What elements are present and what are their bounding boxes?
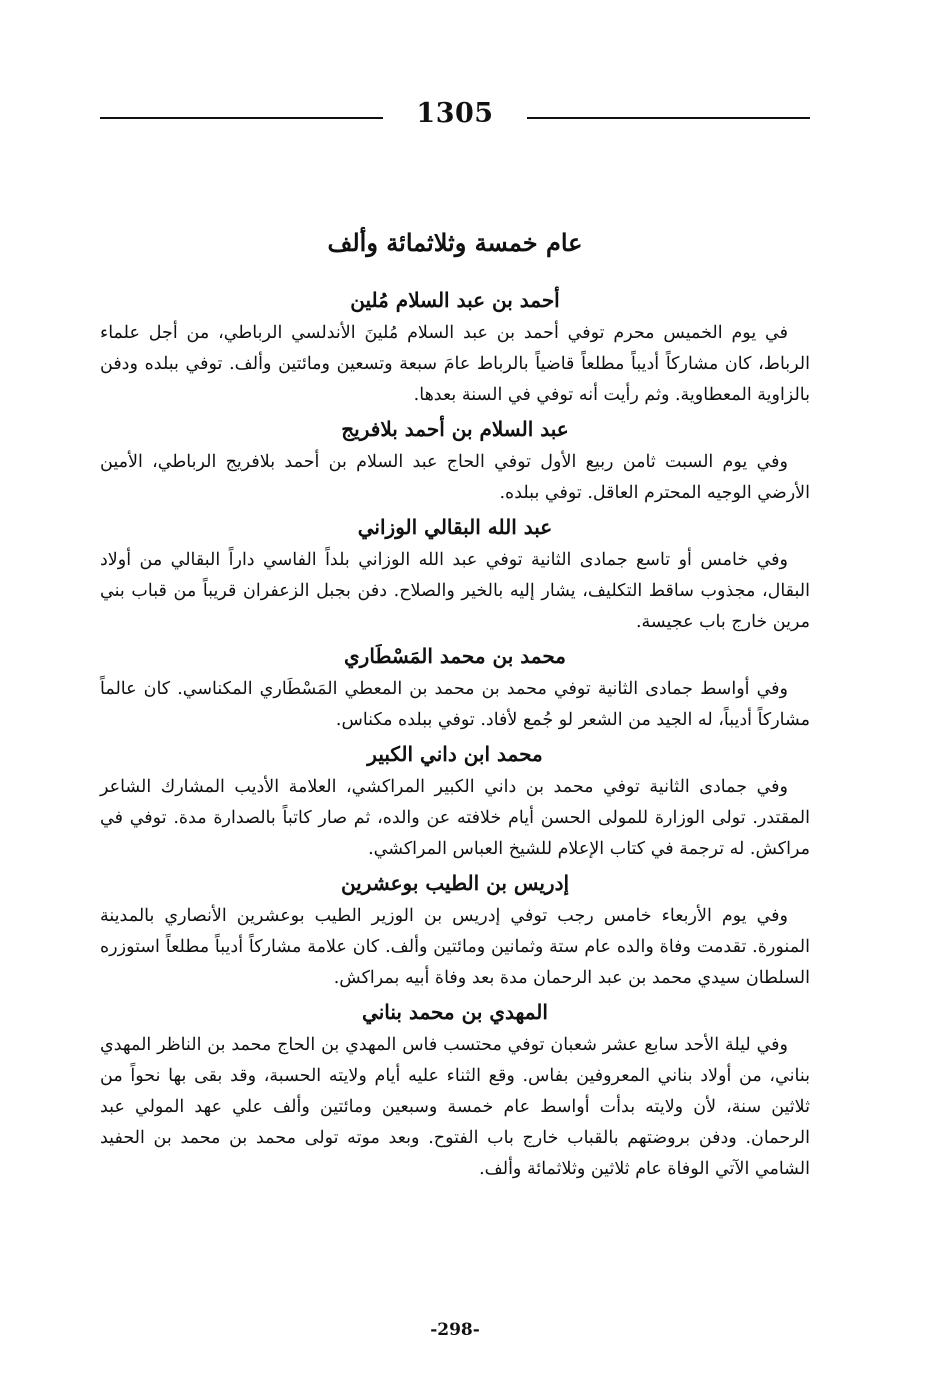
entry [100,994,810,1185]
entry-body: في يوم الخميس محرم توفي أحمد بن عبد السلام مُلينَ الأندلسي الرباطي، من أجل علماء الرباط، كان مشاركاً أديباً مطلعاً قاضياً بالرباط عامَ سبعة وتسعين ومائتين وألف. توفي ببلده ودفن بالزاوية المعطاوية. وثم رأيت أنه توفي في السنة بعدها. [100,323,810,405]
entry [100,509,810,638]
entry-name: محمد ابن داني الكبير [367,742,543,766]
entry-name: عبد الله البقالي الوزاني [357,515,553,539]
page-number: -298- [430,1320,480,1340]
header-rule-right [527,117,810,119]
page-header [100,96,810,136]
entry-name: محمد بن محمد المَسْطَاري [344,644,566,668]
entry-body: وفي خامس أو تاسع جمادى الثانية توفي عبد الله الوزاني بلداً الفاسي داراً البقالي من أولاد البقال، مجذوب ساقط التكليف، يشار إليه بالخير والصلاح. دفن بجبل الزعفران قريباً من قباب بني مرين خارج باب عجيسة. [100,550,810,632]
entry-name: إدريس بن الطيب بوعشرين [340,871,570,895]
entry-body: وفي يوم السبت ثامن ربيع الأول توفي الحاج عبد السلام بن أحمد بلافريج الرباطي، الأمين الأرضي الوجيه المحترم العاقل. توفي ببلده. [100,452,810,503]
entry-name: أحمد بن عبد السلام مُلين [350,288,560,312]
entry-body: وفي يوم الأربعاء خامس رجب توفي إدريس بن الوزير الطيب بوعشرين الأنصاري بالمدينة المنورة. تقدمت وفاة والده عام ستة وثمانين ومائتين وألف. كان علامة مشاركاً أديباً مطلعاً استوزره السلطان سيدي محمد بن عبد الرحمان مدة بعد وفاة أبيه بمراكش. [100,906,810,988]
entry-body: وفي أواسط جمادى الثانية توفي محمد بن محمد بن المعطي المَسْطَاري المكناسي. كان عالماً مشاركاً أديباً، له الجيد من الشعر لو جُمع لأفاد. توفي ببلده مكناس. [100,679,810,730]
entry [100,411,810,509]
entry-body: وفي جمادى الثانية توفي محمد بن داني الكبير المراكشي، العلامة الأديب المشارك الشاعر المقتدر. تولى الوزارة للمولى الحسن أيام خلافته عن والده، ثم صار كاتباً بالصدارة مدة. توفي في مراكش. له ترجمة في كتاب الإعلام للشيخ العباس المراكشي. [100,777,810,859]
entries-list [100,282,810,1185]
entry-name: المهدي بن محمد بناني [362,1000,548,1024]
entry [100,736,810,865]
entry [100,282,810,411]
entry-name: عبد السلام بن أحمد بلافريج [341,417,569,441]
entry-body: وفي ليلة الأحد سابع عشر شعبان توفي محتسب فاس المهدي بن الحاج محمد بن الناظر المهدي بناني، من أولاد بناني المعروفين بفاس. وقع الثناء عليه أيام ولايته الحسبة، وقد بقى بها نحواً من ثلاثين سنة، لأن ولايته بدأت أواسط عام خمسة وسبعين ومائتين وألف علي عهد المولي عبد الرحمان. ودفن بروضتهم بالقباب خارج باب الفتوح. وبعد موته تولى محمد بن محمد بن الحفيد الشامي الآتي الوفاة عام ثلاثين وثلاثمائة وألف. [100,1035,810,1179]
chapter-title: عام خمسة وثلاثمائة وألف [327,228,583,258]
entry [100,638,810,736]
header-year: 1305 [416,98,494,129]
entry [100,865,810,994]
